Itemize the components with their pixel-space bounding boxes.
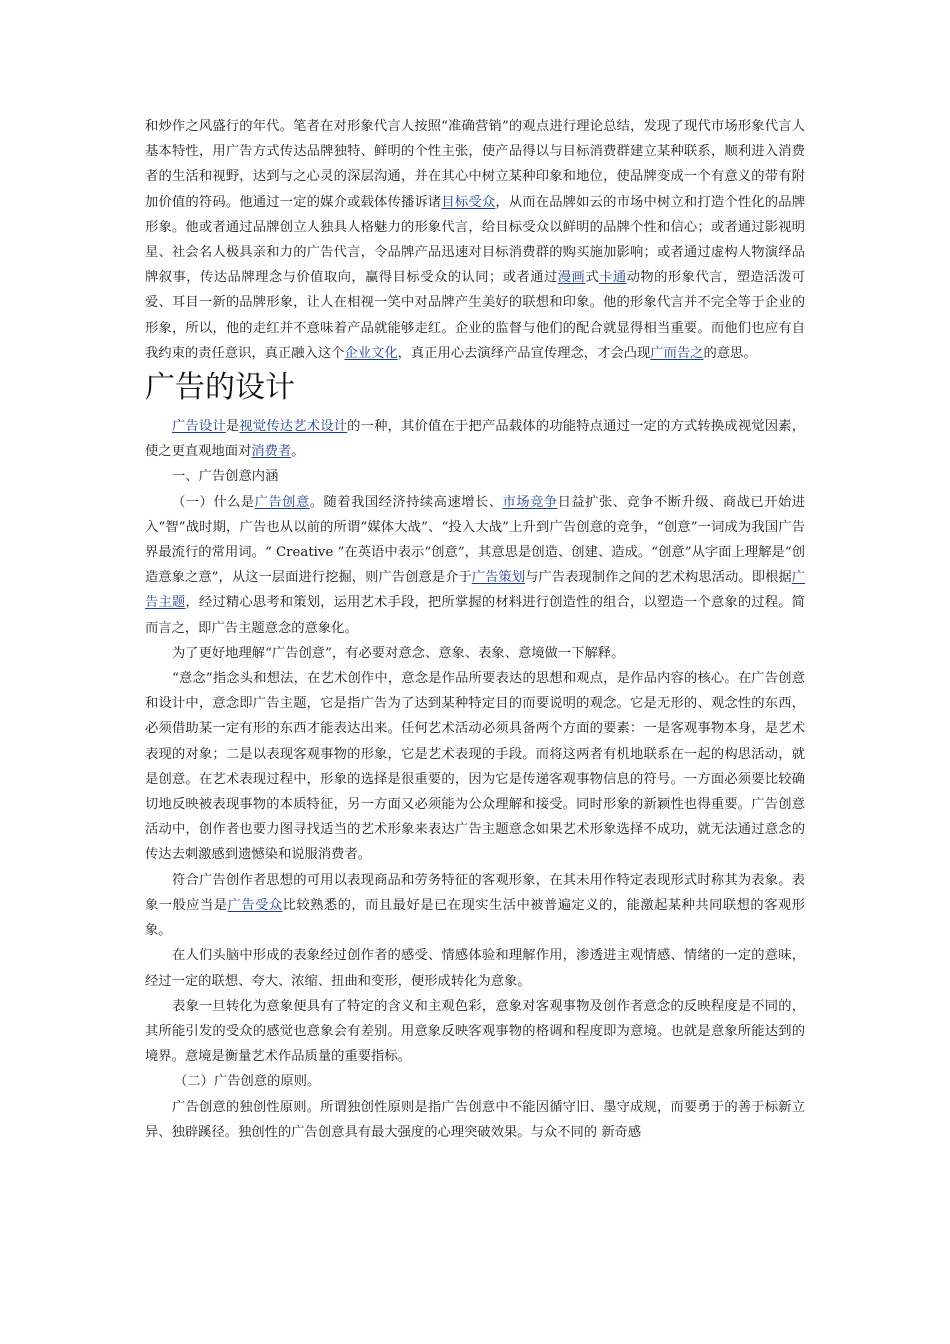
text-run: 动物的形象代言，塑造活泼可爱、耳目一新的品牌形象，让人在相视一笑中对品牌产生美好的联想和印象。他的形象代言并不完全等于企业的形象，所以，他的走红并不意味着产品就能够走红。企业的监督与他们的配合就显得相当重要。而他们也应有自我约束的责任意识，真正融入这个 [145, 270, 806, 361]
paragraph-spokesperson [145, 114, 805, 366]
text-run: 比较熟悉的，而且最好是已在现实生活中被普遍定义的，能激起某种共同联想的客观形象。 [145, 897, 806, 939]
heading-creative-principles: （二）广告创意的原则。 [174, 1074, 321, 1090]
section-title: 广告的设计 [145, 370, 295, 406]
paragraph-biaoxiang [145, 868, 805, 944]
link-cartoon[interactable]: 卡通 [599, 270, 627, 286]
text-run: 的意思。 [703, 345, 757, 361]
paragraph-yinian: “意念”指念头和想法，在艺术创作中，意念是作品所要表达的思想和观点，是作品内容的核心。在广告创意和设计中，意念即广告主题，它是指广告为了达到某种特定目的而要说明的观念。它是无形的、观念性的东西，必须借助某一定有形的东西才能表达出来。任何艺术活动必须具备两个方面的要素：一是客观事物本身，是艺术表现的对象；二是以表现客观事物的形象，它是艺术表现的手段。而将这两者有机地联系在一起的构思活动，就是创意。在艺术表现过程中，形象的选择是很重要的，因为它是传递客观事物信息的符号。一方面必须要比较确切地反映被表现事物的本质特征，另一方面又必须能为公众理解和接受。同时形象的新颖性也得重要。广告创意活动中，创作者也要力图寻找适当的艺术形象来表达广告主题意念如果艺术形象选择不成功，就无法通过意念的传达去刺激感到遗憾染和说服消费者。 [145, 671, 805, 863]
text-run: ，从而在品牌如云的市场中树立和打造个性化的品牌形象。他或者通过品牌创立人独具人格魅力的形象代言，给目标受众以鲜明的品牌个性和信心；或者通过影视明星、社会名人极具亲和力的广告代言，令品牌产品迅速对目标消费群的购买施加影响；或者通过虚构人物演绎品牌叙事，传达品牌理念与价值取向，赢得目标受众的认同；或者通过 [145, 194, 806, 286]
document-page [145, 114, 805, 1145]
paragraph-yijing: 表象一旦转化为意象便具有了特定的含义和主观色彩，意象对客观事物及创作者意念的反映程度是不同的，其所能引发的受众的感觉也意象会有差别。用意象反映客观事物的格调和程度即为意境。也就是意象所能达到的境界。意境是衡量艺术作品质量的重要指标。 [145, 998, 805, 1065]
paragraph-originality-principle: 广告创意的独创性原则。所谓独创性原则是指广告创意中不能因循守旧、墨守成规，而要勇于的善于标新立异、独辟蹊径。独创性的广告创意具有最大强度的心理突破效果。与众不同的 新奇感 [145, 1099, 805, 1140]
text-run: ，经过精心思考和策划，运用艺术手段，把所掌握的材料进行创造性的组合，以塑造一个意象的过程。简而言之，即广告主题意念的意象化。 [145, 595, 806, 636]
link-market-competition[interactable]: 市场竞争 [502, 494, 558, 510]
text-run: 日益扩张、竞争不断升级、商战已开始进入“智”战时期，广告也从以前的所谓“媒体大战”、“投入大战”上升到广告创意的竞争，“创意”一词成为我国广告界最流行的常用词。“ Creative ”在英语中表示“创意”，其意思是创造、创建、造成。“创意”从字面上理解是“创造意象之意”，从这一层面进行挖掘，则广告创意是介于 [145, 494, 806, 586]
paragraph-what-is-creative [145, 490, 805, 641]
text-run: 与广告表现制作之间的艺术构思活动。即根据 [525, 570, 792, 586]
link-ad-theme[interactable]: 广告主题 [145, 570, 805, 611]
paragraph-intro [145, 414, 805, 464]
heading-creative-meaning: 一、广告创意内涵 [172, 469, 279, 485]
text-run: 的一种，其价值在于把产品载体的功能特点通过一定的方式转换成视觉因素，使之更直观地面对 [145, 419, 806, 460]
text-run: 。 [291, 444, 305, 460]
link-ad-design[interactable]: 广告设计 [172, 419, 226, 435]
link-ad-planning[interactable]: 广告策划 [471, 570, 526, 586]
link-corporate-culture[interactable]: 企业文化 [344, 345, 398, 361]
text-run: 是 [225, 419, 240, 435]
paragraph-explain-terms: 为了更好地理解“广告创意”，有必要对意念、意象、表象、意境做一下解释。 [172, 645, 625, 661]
paragraph-yixiang: 在人们头脑中形成的表象经过创作者的感受、情感体验和理解作用，渗透进主观情感、情绪的一定的意味，经过一定的联想、夸大、浓缩、扭曲和变形，便形成转化为意象。 [145, 948, 805, 989]
text-run: 和炒作之风盛行的年代。笔者在对形象代言人按照“准确营销”的观点进行理论总结，发现了现代市场形象代言人基本特性，用广告方式传达品牌独特、鲜明的个性主张，使产品得以与目标消费群建立某种联系，顺利进入消费者的生活和视野，达到与之心灵的深层沟通，并在其心中树立某种印象和地位，使品牌变成一个有意义的带有附加价值的符码。他通过一定的媒介或载体传播诉诸 [145, 119, 805, 210]
link-consumer[interactable]: 消费者 [251, 444, 292, 460]
link-ad-audience[interactable]: 广告受众 [227, 897, 283, 913]
link-visual-communication-design[interactable]: 视觉传达艺术设计 [239, 419, 348, 435]
link-manga[interactable]: 漫画 [557, 270, 586, 286]
text-run: 。随着我国经济持续高速增长、 [309, 494, 503, 510]
link-widely-publicize[interactable]: 广而告之 [650, 345, 704, 361]
text-run: 式 [585, 270, 600, 286]
text-run: （一）什么是 [172, 494, 255, 510]
text-run: ，真正用心去演绎产品宣传理念，才会凸现 [397, 345, 651, 361]
link-target-audience[interactable]: 目标受众 [441, 194, 496, 210]
text-run: 符合广告创作者思想的可用以表现商品和劳务特征的客观形象，在其未用作特定表现形式时称其为表象。表象一般应当是 [145, 872, 805, 913]
link-ad-creative[interactable]: 广告创意 [254, 494, 310, 510]
